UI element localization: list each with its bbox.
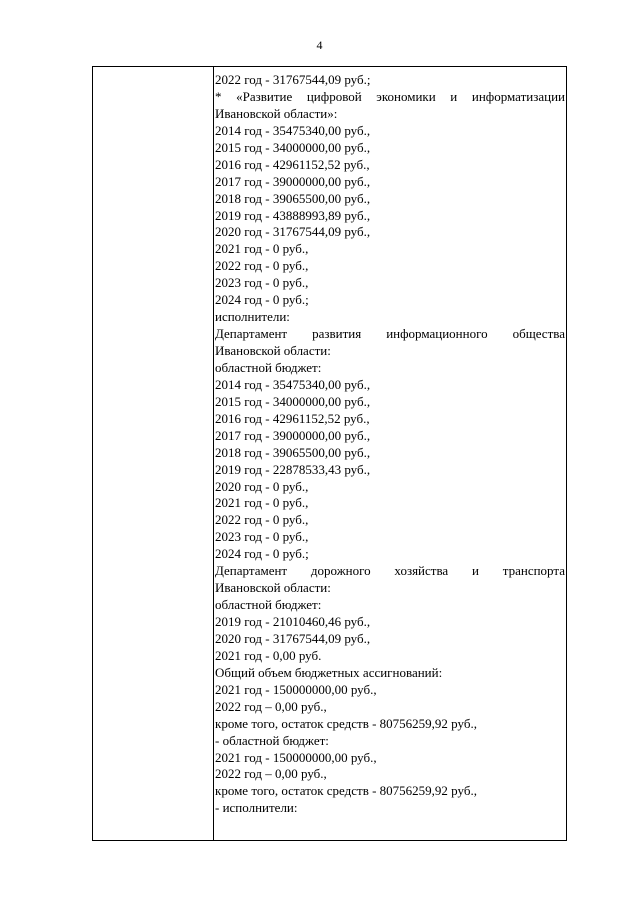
text-line: 2021 год - 0 руб., [215,495,309,511]
text-line: - областной бюджет: [215,732,329,748]
text-line: 2017 год - 39000000,00 руб., [215,427,371,443]
table-left-cell [93,67,214,840]
text-line: Ивановской области»: [215,105,338,121]
text-line: 2021 год - 150000000,00 руб., [215,681,377,697]
text-line: 2020 год - 31767544,09 руб., [215,224,371,240]
text-line: 2021 год - 0 руб., [215,241,309,257]
text-line: областной бюджет: [215,597,322,613]
text-line: исполнители: [215,309,290,325]
text-line: 2015 год - 34000000,00 руб., [215,393,371,409]
text-line: 2023 год - 0 руб., [215,275,309,291]
text-line: 2016 год - 42961152,52 руб., [215,410,370,426]
text-line: 2016 год - 42961152,52 руб., [215,156,370,172]
text-line: 2021 год - 0,00 руб. [215,647,322,663]
subprogram-title-line: * «Развитие цифровой экономики и информатизации [215,88,565,104]
text-line: 2019 год - 43888993,89 руб., [215,207,371,223]
text-line: 2024 год - 0 руб.; [215,546,309,562]
text-line: 2024 год - 0 руб.; [215,292,309,308]
text-line: 2015 год - 34000000,00 руб., [215,139,371,155]
text-line: 2019 год - 21010460,46 руб., [215,614,371,629]
text-line: 2018 год - 39065500,00 руб., [215,444,371,460]
text-line: 2021 год - 150000000,00 руб., [215,749,377,765]
text-line: кроме того, остаток средств - 80756259,92 руб., [215,783,477,799]
text-line: 2022 год - 31767544,09 руб.; [215,72,371,87]
text-line: 2019 год - 22878533,43 руб., [215,461,371,477]
text-line: 2014 год - 35475340,00 руб., [215,376,371,392]
text-line: кроме того, остаток средств - 80756259,92 руб., [215,715,477,731]
text-line: 2022 год - 0 руб., [215,512,309,528]
funding-table [92,66,567,841]
text-line: Ивановской области: [215,343,331,358]
text-line: 2017 год - 39000000,00 руб., [215,173,371,189]
text-line: 2022 год - 0 руб., [215,258,309,274]
text-line: - исполнители: [215,800,298,816]
text-line: 2022 год – 0,00 руб., [215,766,327,782]
department-line: Департамент развития информационного общества [215,326,565,342]
text-line: 2020 год - 31767544,09 руб., [215,630,371,646]
department-line: Департамент дорожного хозяйства и транспорта [215,563,565,579]
text-line: 2022 год – 0,00 руб., [215,698,327,714]
text-line: 2020 год - 0 руб., [215,478,309,494]
text-line: Общий объем бюджетных ассигнований: [215,664,443,680]
text-line: 2018 год - 39065500,00 руб., [215,190,371,206]
page-number: 4 [316,38,323,52]
text-line: областной бюджет: [215,359,322,375]
text-line: 2014 год - 35475340,00 руб., [215,122,371,138]
text-line: Ивановской области: [215,580,331,596]
text-line: 2023 год - 0 руб., [215,529,309,545]
table-right-cell [215,72,565,817]
